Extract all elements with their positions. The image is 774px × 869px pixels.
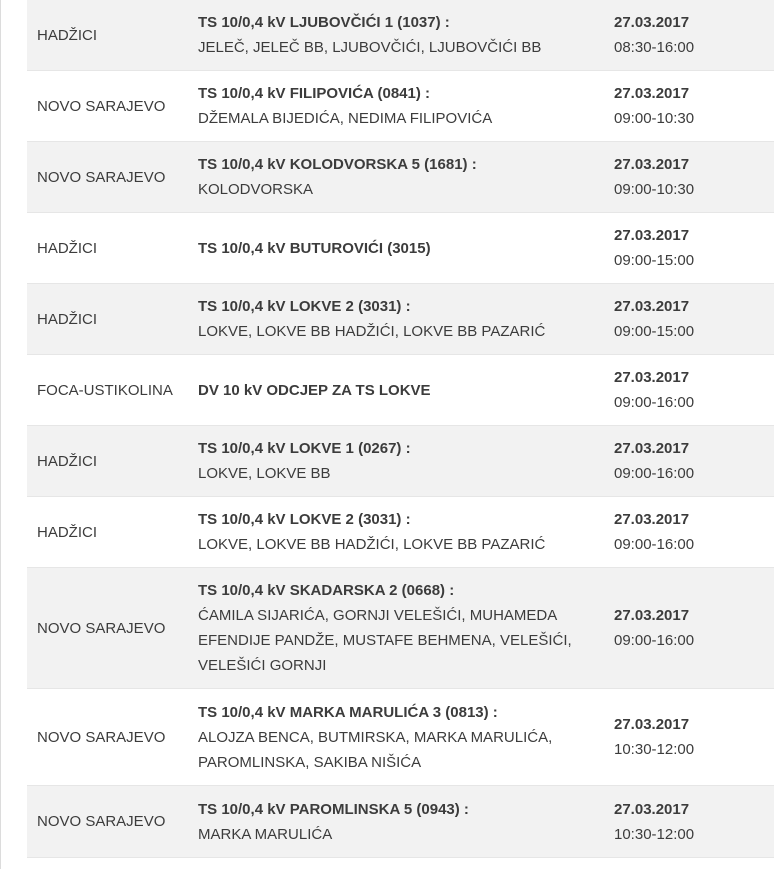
station-name: TS 10/0,4 kV LOKVE 2 (3031) :	[198, 511, 411, 528]
time-cell	[614, 365, 774, 415]
outage-date: 27.03.2017	[614, 298, 690, 315]
outage-hours: 09:00-16:00	[614, 465, 695, 482]
station-name: TS 10/0,4 kV LJUBOVČIĆI 1 (1037) :	[198, 14, 450, 31]
station-name: TS 10/0,4 kV BUTUROVIĆI (3015)	[198, 239, 431, 257]
outage-hours: 09:00-15:00	[614, 252, 695, 269]
table-row	[27, 497, 774, 568]
outage-hours: 09:00-16:00	[614, 394, 695, 411]
outage-date: 27.03.2017	[614, 85, 690, 102]
area-cell: NOVO SARAJEVO	[37, 813, 166, 830]
outage-date: 27.03.2017	[614, 14, 690, 31]
area-cell: NOVO SARAJEVO	[37, 168, 166, 186]
station-name: TS 10/0,4 kV MARKA MARULIĆA 3 (0813) :	[198, 703, 498, 721]
area-cell: HADŽICI	[37, 523, 97, 541]
outage-table	[27, 0, 774, 858]
description-cell	[198, 507, 614, 557]
outage-hours: 10:30-12:00	[614, 825, 695, 843]
table-row	[27, 142, 774, 213]
outage-hours: 09:00-10:30	[614, 110, 695, 127]
table-row	[27, 213, 774, 284]
area-cell: NOVO SARAJEVO	[37, 619, 166, 637]
outage-date: 27.03.2017	[614, 716, 690, 733]
station-name: TS 10/0,4 kV SKADARSKA 2 (0668) :	[198, 582, 455, 599]
affected-streets: MARKA MARULIĆA	[198, 825, 333, 843]
station-name: TS 10/0,4 kV LOKVE 1 (0267) :	[198, 440, 411, 457]
description-cell	[198, 294, 614, 344]
outage-hours: 09:00-10:30	[614, 181, 695, 198]
description-cell	[198, 797, 614, 847]
description-cell	[198, 81, 614, 131]
time-cell	[614, 603, 774, 653]
affected-streets: LOKVE, LOKVE BB HADŽIĆI, LOKVE BB PAZARIĆ	[198, 323, 546, 340]
outage-date: 27.03.2017	[614, 800, 690, 818]
outage-hours: 09:00-16:00	[614, 536, 695, 553]
table-row	[27, 426, 774, 497]
area-cell: FOCA-USTIKOLINA	[37, 381, 173, 399]
description-cell	[198, 436, 614, 486]
table-row	[27, 0, 774, 71]
left-border	[0, 0, 1, 869]
time-cell	[614, 152, 774, 202]
time-cell	[614, 223, 774, 273]
table-row	[27, 284, 774, 355]
area-cell: NOVO SARAJEVO	[37, 728, 166, 746]
station-name: TS 10/0,4 kV PAROMLINSKA 5 (0943) :	[198, 800, 469, 818]
affected-streets: DŽEMALA BIJEDIĆA, NEDIMA FILIPOVIĆA	[198, 110, 493, 127]
station-name: DV 10 kV ODCJEP ZA TS LOKVE	[198, 381, 431, 399]
station-name: TS 10/0,4 kV FILIPOVIĆA (0841) :	[198, 85, 431, 102]
area-cell: HADŽICI	[37, 239, 97, 257]
table-row	[27, 689, 774, 786]
table-row	[27, 568, 774, 689]
time-cell	[614, 294, 774, 344]
affected-streets: ĆAMILA SIJARIĆA, GORNJI VELEŠIĆI, MUHAMEDA EFENDIJE PANDŽE, MUSTAFE BEHMENA, VELEŠIĆI, VELEŠIĆI GORNJI	[198, 607, 572, 674]
outage-hours: 09:00-16:00	[614, 632, 695, 649]
station-name: TS 10/0,4 kV KOLODVORSKA 5 (1681) :	[198, 156, 477, 173]
area-cell: HADŽICI	[37, 452, 97, 470]
description-cell	[198, 152, 614, 202]
description-cell	[198, 378, 614, 403]
description-cell	[198, 10, 614, 60]
outage-date: 27.03.2017	[614, 156, 690, 173]
outage-hours: 09:00-15:00	[614, 323, 695, 340]
outage-date: 27.03.2017	[614, 227, 690, 244]
time-cell	[614, 10, 774, 60]
description-cell	[198, 236, 614, 261]
outage-date: 27.03.2017	[614, 511, 690, 528]
affected-streets: JELEČ, JELEČ BB, LJUBOVČIĆI, LJUBOVČIĆI BB	[198, 39, 542, 56]
time-cell	[614, 507, 774, 557]
table-row	[27, 71, 774, 142]
time-cell	[614, 797, 774, 847]
table-row	[27, 355, 774, 426]
table-row	[27, 786, 774, 858]
outage-date: 27.03.2017	[614, 369, 690, 386]
area-cell: HADŽICI	[37, 310, 97, 328]
time-cell	[614, 81, 774, 131]
time-cell	[614, 712, 774, 762]
description-cell	[198, 700, 614, 775]
area-cell: NOVO SARAJEVO	[37, 97, 166, 115]
affected-streets: KOLODVORSKA	[198, 181, 314, 198]
outage-hours: 10:30-12:00	[614, 741, 695, 758]
area-cell: HADŽICI	[37, 26, 97, 44]
station-name: TS 10/0,4 kV LOKVE 2 (3031) :	[198, 298, 411, 315]
affected-streets: ALOJZA BENCA, BUTMIRSKA, MARKA MARULIĆA, PAROMLINSKA, SAKIBA NIŠIĆA	[198, 728, 553, 771]
affected-streets: LOKVE, LOKVE BB	[198, 465, 331, 482]
time-cell	[614, 436, 774, 486]
affected-streets: LOKVE, LOKVE BB HADŽIĆI, LOKVE BB PAZARIĆ	[198, 536, 546, 553]
description-cell	[198, 578, 614, 678]
outage-date: 27.03.2017	[614, 607, 690, 624]
outage-date: 27.03.2017	[614, 440, 690, 457]
outage-hours: 08:30-16:00	[614, 39, 695, 56]
